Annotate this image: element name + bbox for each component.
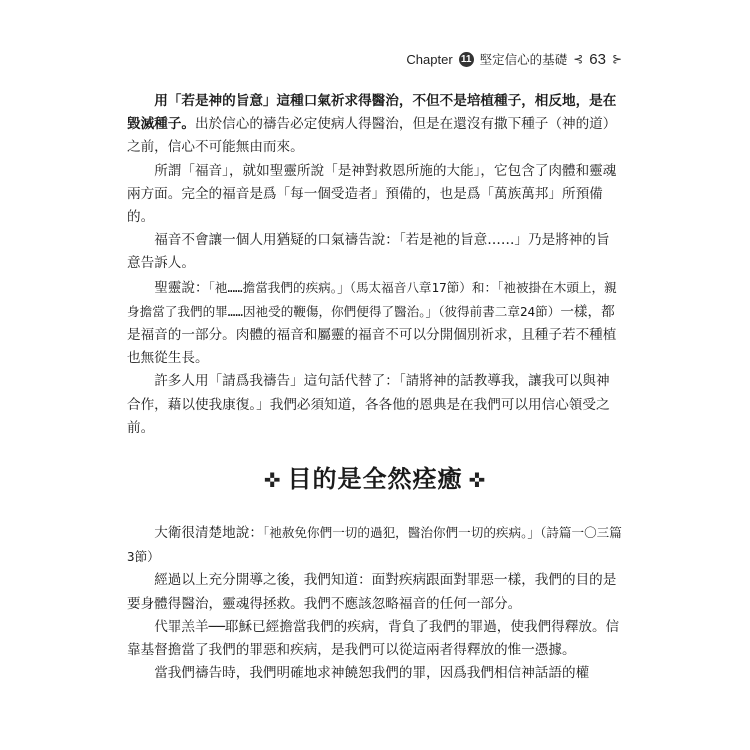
bold-lead-sentence: 用「若是神的旨意」這種口氣祈求得醫治，不但不是培植種子，相反地，是在毀滅種子。 [127,93,617,133]
paragraph-text: 大衛很清楚地說： [154,525,263,542]
paragraph-3: 福音不會讓一個人用猶疑的口氣禱告說：「若是祂的旨意……」乃是將神的旨意告訴人。 [127,232,610,272]
chapter-number-badge: 11 [459,52,474,67]
chapter-word: Chapter [406,51,453,67]
paragraph-text: 聖靈說： [154,279,209,296]
section-heading [127,462,623,497]
section-paragraph-2: 經過以上充分開導之後，我們知道：面對疾病跟面對罪惡一樣，我們的目的是要身體得醫治，靈魂得拯救。我們不應該忽略福音的任何一部分。 [127,572,617,612]
paragraph-1 [127,90,623,160]
paragraph-2: 所謂「福音」，就如聖靈所說「是神對救恩所施的大能」，它包含了肉體和靈魂兩方面。完全的福音是爲「每一個受造者」預備的，也是爲「萬族萬邦」所預備的。 [127,162,617,226]
section-paragraph-3: 代罪羔羊──耶穌已經擔當我們的疾病，背負了我們的罪過，使我們得釋放。信靠基督擔當了我們的罪惡和疾病，是我們可以從這兩者得釋放的惟一憑據。 [127,618,620,659]
section-paragraph-4: 當我們禱告時，我們明確地求神饒恕我們的罪，因爲我們相信神話語的權 [154,665,590,682]
running-header [406,50,622,68]
body-text [127,90,623,685]
paragraph-text: 一樣，都是福音的一部分。肉體的福音和屬靈的福音不可以分開個別祈求，且種子若不種植也無從生長。 [127,303,617,367]
page-number: 63 [589,50,606,68]
paragraph-text: 出於信心的禱告必定使病人得醫治，但是在還沒有撒下種子（神的道）之前，信心不可能無由而來。 [127,116,617,156]
scripture-quote: 「祂赦免你們一切的過犯，醫治你們一切的疾病。」（詩篇一〇三篇3節） [127,525,622,565]
paragraph-5: 許多人用「請爲我禱告」這句話代替了：「請將神的話教導我，讓我可以與神合作，藉以使我康復。」我們必須知道，各各他的恩典是在我們可以用信心領受之前。 [127,373,610,436]
cross-ornament-icon: ✜ [263,468,282,493]
section-paragraph-1 [127,521,623,569]
cross-ornament-icon: ✜ [468,468,487,493]
chapter-title: 堅定信心的基礎 [479,52,568,67]
right-ornament-icon: ⊱ [611,52,622,66]
paragraph-4 [127,276,623,371]
scripture-quote: 「祂……擔當我們的疾病。」（馬太福音八章17節）和：「祂被掛在木頭上，親身擔當了我們的罪……因祂受的鞭傷，你們便得了醫治。」（彼得前書二章24節） [127,279,617,319]
left-ornament-icon: ⊰ [573,52,584,66]
section-title: 目的是全然痊癒 [287,465,463,494]
